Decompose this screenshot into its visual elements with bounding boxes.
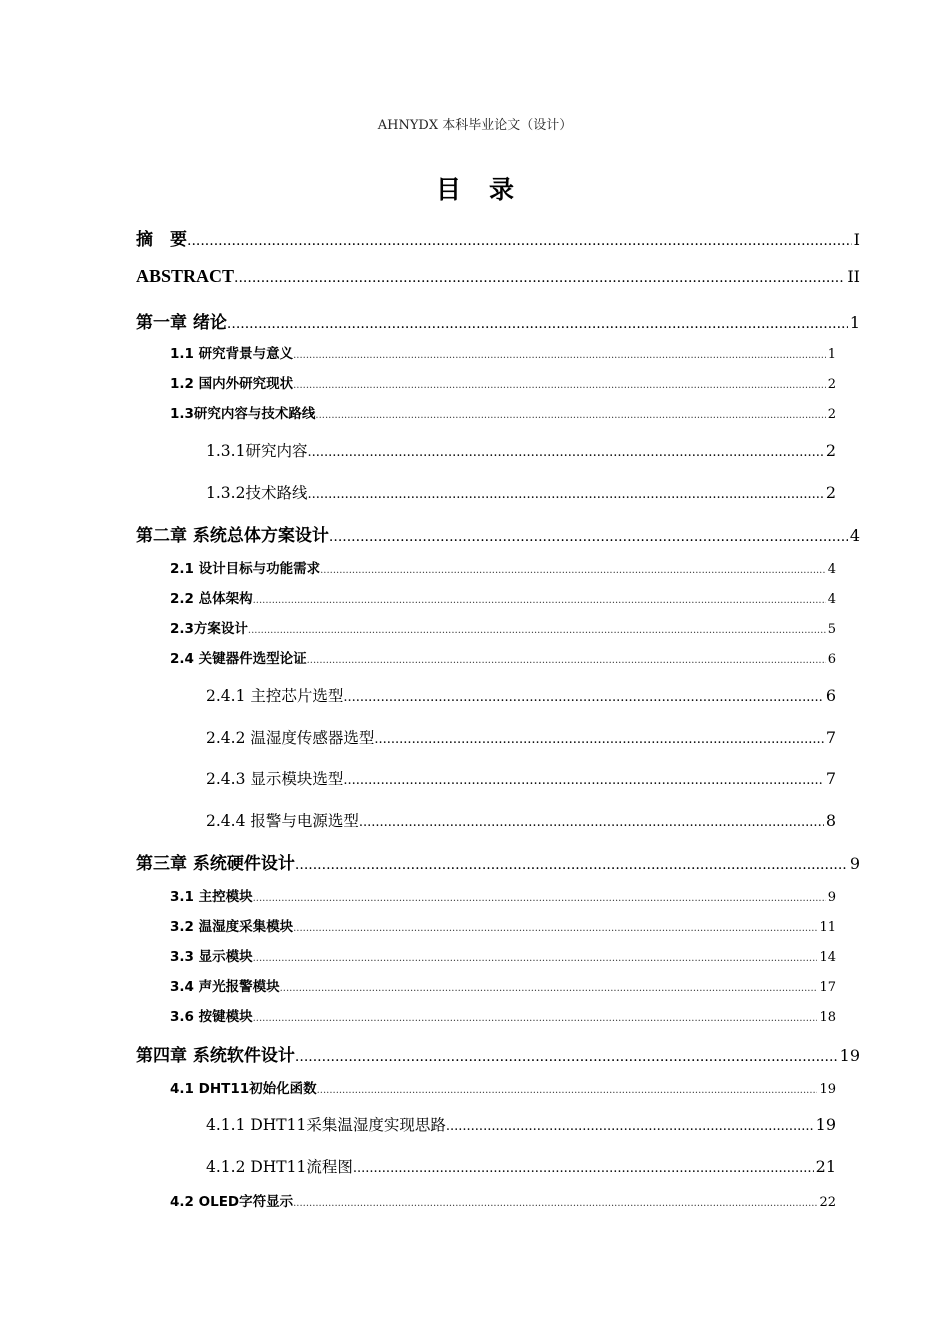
toc-page-number: 7 — [825, 728, 836, 747]
toc-page-number: 22 — [819, 1195, 836, 1210]
toc-entry-label: 3.6 按键模块 — [170, 1009, 253, 1025]
toc-page-number: II — [847, 267, 860, 286]
toc-entry-label: 2.4.3 显示模块选型 — [206, 770, 344, 788]
toc-entry-abstract-en[interactable] — [136, 266, 860, 287]
toc-entry-4-2[interactable] — [170, 1190, 836, 1210]
leader-dots — [295, 1049, 838, 1065]
toc-entry-4-1[interactable] — [170, 1077, 836, 1097]
toc-entry-label: 2.4.1 主控芯片选型 — [206, 687, 344, 705]
toc-entry-3-2[interactable] — [170, 915, 836, 935]
toc-page-number: 2 — [825, 441, 836, 460]
leader-dots — [293, 350, 826, 361]
toc-entry-label: 第三章 系统硬件设计 — [136, 854, 295, 874]
toc-page-number: I — [853, 230, 860, 249]
toc-entry-label: 1.3.1研究内容 — [206, 442, 308, 460]
leader-dots — [293, 1198, 817, 1209]
toc-page-number: 6 — [825, 686, 836, 705]
toc-entry-3-6[interactable] — [170, 1005, 836, 1025]
toc-page-number: 21 — [815, 1157, 836, 1176]
toc-entry-abstract-cn[interactable] — [136, 225, 860, 250]
toc-title: 目录 — [435, 175, 542, 204]
leader-dots — [343, 690, 823, 705]
toc-page-number: 1 — [849, 313, 860, 332]
toc-entry-1-2[interactable] — [170, 372, 836, 392]
leader-dots — [320, 565, 826, 576]
leader-dots — [374, 732, 823, 747]
toc-page-number: 4 — [827, 592, 836, 607]
leader-dots — [234, 270, 845, 286]
toc-entry-label: 2.2 总体架构 — [170, 591, 253, 607]
toc-entry-label: 1.2 国内外研究现状 — [170, 376, 294, 392]
toc-entry-2-1[interactable] — [170, 557, 836, 577]
toc-entry-label: 2.4.2 温湿度传感器选型 — [206, 729, 375, 747]
leader-dots — [295, 857, 848, 873]
page-header: AHNYDX 本科毕业论文（设计） — [377, 118, 573, 133]
toc-entry-label: 4.1.2 DHT11流程图 — [206, 1158, 353, 1176]
toc-page-number: 2 — [825, 483, 836, 502]
toc-entry-label: 4.1.1 DHT11采集温湿度实现思路 — [206, 1116, 446, 1134]
toc-entry-label: 2.3方案设计 — [170, 621, 248, 637]
leader-dots — [253, 953, 818, 964]
toc-entry-label: 第二章 系统总体方案设计 — [136, 526, 329, 546]
toc-entry-2-2[interactable] — [170, 587, 836, 607]
toc-entry-4-1-1[interactable] — [206, 1113, 836, 1135]
toc-entry-label: 2.4 关键器件选型论证 — [170, 651, 307, 667]
leader-dots — [329, 529, 848, 545]
toc-entry-1-1[interactable] — [170, 342, 836, 362]
toc-page-number: 11 — [819, 920, 836, 935]
toc-entry-3-1[interactable] — [170, 885, 836, 905]
toc-entry-2-4-4[interactable] — [206, 809, 836, 831]
toc-entry-3-4[interactable] — [170, 975, 836, 995]
toc-page-number: 8 — [825, 811, 836, 830]
toc-entry-label: 4.1 DHT11初始化函数 — [170, 1081, 317, 1097]
toc-page-number: 2 — [827, 407, 836, 422]
toc-entry-label: 摘 要 — [136, 230, 187, 250]
toc-entry-label: 4.2 OLED字符显示 — [170, 1194, 294, 1210]
toc-entry-1-3[interactable] — [170, 402, 836, 422]
leader-dots — [187, 233, 852, 249]
toc-entry-label: 2.4.4 报警与电源选型 — [206, 812, 359, 830]
toc-page-number: 19 — [819, 1082, 836, 1097]
toc-entry-chapter-2[interactable] — [136, 521, 860, 546]
toc-entry-label: 3.2 温湿度采集模块 — [170, 919, 294, 935]
leader-dots — [253, 1013, 818, 1024]
toc-entry-label: 1.3研究内容与技术路线 — [170, 406, 316, 422]
leader-dots — [353, 1161, 814, 1176]
toc-entry-3-3[interactable] — [170, 945, 836, 965]
leader-dots — [227, 316, 848, 332]
toc-entry-label: 第四章 系统软件设计 — [136, 1046, 295, 1066]
leader-dots — [253, 595, 826, 606]
toc-entry-1-3-2[interactable] — [206, 481, 836, 503]
toc-entry-4-1-2[interactable] — [206, 1155, 836, 1177]
leader-dots — [315, 410, 825, 421]
leader-dots — [307, 487, 823, 502]
toc-page-number: 19 — [839, 1046, 860, 1065]
toc-page-number: 2 — [827, 377, 836, 392]
toc-entry-label: 2.1 设计目标与功能需求 — [170, 561, 321, 577]
toc-entry-label: 1.3.2技术路线 — [206, 484, 308, 502]
leader-dots — [446, 1119, 814, 1134]
leader-dots — [307, 655, 826, 666]
toc-page-number: 7 — [825, 769, 836, 788]
toc-entry-2-3[interactable] — [170, 617, 836, 637]
toc-page-number: 17 — [819, 980, 836, 995]
toc-page-number: 19 — [815, 1115, 836, 1134]
toc-page-number: 6 — [827, 652, 836, 667]
toc-entry-label: 第一章 绪论 — [136, 313, 227, 333]
leader-dots — [248, 625, 826, 636]
toc-entry-2-4-3[interactable] — [206, 767, 836, 789]
leader-dots — [293, 923, 817, 934]
leader-dots — [280, 983, 818, 994]
toc-page-number: 9 — [849, 854, 860, 873]
leader-dots — [293, 380, 826, 391]
toc-entry-chapter-4[interactable] — [136, 1041, 860, 1066]
toc-entry-label: 3.3 显示模块 — [170, 949, 253, 965]
leader-dots — [307, 445, 823, 460]
toc-page-number: 18 — [819, 1010, 836, 1025]
toc-entry-chapter-1[interactable] — [136, 308, 860, 333]
toc-entry-2-4-1[interactable] — [206, 684, 836, 706]
toc-page-number: 4 — [849, 526, 860, 545]
leader-dots — [359, 815, 824, 830]
toc-page-number: 9 — [827, 890, 836, 905]
toc-page-number: 4 — [827, 562, 836, 577]
leader-dots — [253, 893, 826, 904]
toc-page-number: 14 — [819, 950, 836, 965]
toc-entry-chapter-3[interactable] — [136, 849, 860, 874]
toc-page-number: 1 — [827, 347, 836, 362]
leader-dots — [317, 1085, 818, 1096]
toc-entry-label: ABSTRACT — [136, 266, 235, 286]
toc-entry-label: 3.4 声光报警模块 — [170, 979, 280, 995]
toc-entry-label: 1.1 研究背景与意义 — [170, 346, 294, 362]
toc-page-number: 5 — [827, 622, 836, 637]
toc-entry-label: 3.1 主控模块 — [170, 889, 253, 905]
toc-entry-2-4-2[interactable] — [206, 726, 836, 748]
toc-entry-2-4[interactable] — [170, 647, 836, 667]
leader-dots — [343, 773, 823, 788]
toc-entry-1-3-1[interactable] — [206, 439, 836, 461]
